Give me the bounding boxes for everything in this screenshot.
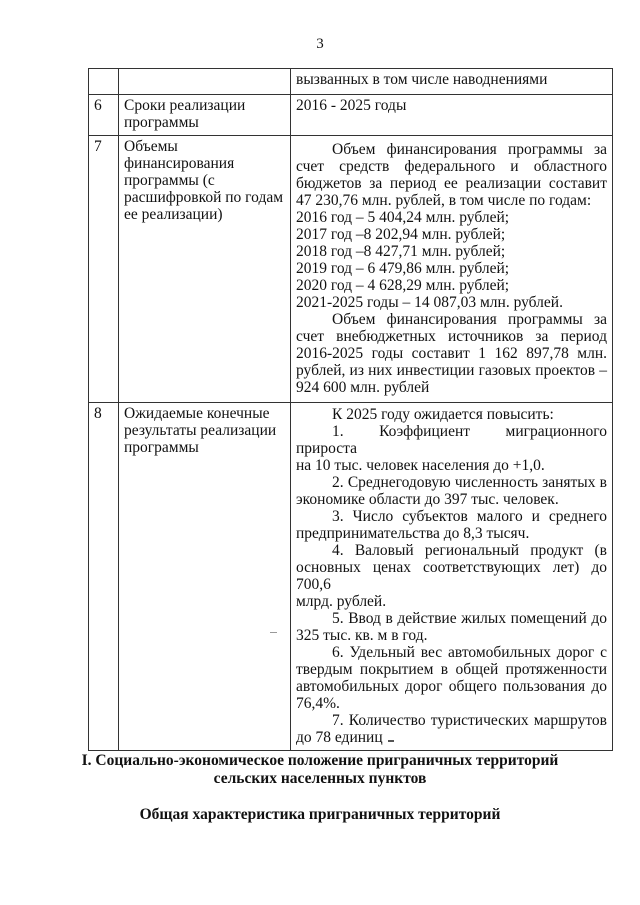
result-item-line: основных ценах соответствующих лет) до 700,6: [296, 559, 607, 593]
result-item-line: 4. Валовый региональный продукт (в: [332, 542, 607, 559]
result-item-line: предпринимательства до 8,3 тысяч.: [296, 525, 530, 542]
value-line: 2016 - 2025 годы: [296, 97, 407, 114]
result-item-line: 2. Среднегодовую численность занятых в: [332, 474, 607, 491]
scan-mark: [270, 632, 277, 633]
financing-year-line: 2017 год –8 202,94 млн. рублей;: [296, 226, 506, 243]
extrabudget-text-line: 924 600 млн. рублей: [296, 379, 430, 396]
financing-year-line: 2018 год –8 427,71 млн. рублей;: [296, 243, 506, 260]
result-item-line: 6. Удельный вес автомобильных дорог с: [332, 644, 607, 661]
table-row-continuation: [89, 69, 613, 95]
scan-mark: [388, 740, 394, 742]
extrabudget-text-line: счет внебюджетных источников за период: [296, 328, 607, 345]
result-item-line: 76,4%.: [296, 695, 340, 712]
financing-text-line: Объем финансирования программы за: [332, 141, 607, 158]
row-number: 6: [89, 95, 119, 136]
financing-year-line: 2020 год – 4 628,29 млн. рублей;: [296, 277, 510, 294]
label-line: расшифровкой по годам: [124, 189, 284, 206]
label-line: программы: [124, 439, 199, 456]
section-heading: [0, 752, 640, 788]
section-heading-line: I. Социально-экономическое положение приграничных территорий: [81, 752, 559, 769]
financing-text-line: счет средств федерального и областного: [296, 158, 607, 175]
row-label: [119, 403, 291, 751]
label-line: ее реализации): [124, 206, 223, 223]
row-number: [89, 69, 119, 95]
financing-year-line: 2016 год – 5 404,24 млн. рублей;: [296, 209, 510, 226]
table-row-7: [89, 136, 613, 403]
label-line: Сроки реализации: [124, 97, 246, 114]
result-item-line: 3. Число субъектов малого и среднего: [332, 508, 607, 525]
extrabudget-text-line: Объем финансирования программы за: [332, 311, 607, 328]
result-item-line: автомобильных дорог общего пользования до: [296, 678, 607, 695]
label-line: Ожидаемые конечные: [124, 405, 270, 422]
result-item-line: 7. Количество туристических маршрутов: [332, 712, 607, 729]
row-label: [119, 69, 291, 95]
extrabudget-text-line: 2016-2025 годы составит 1 162 897,78 млн.: [296, 345, 607, 362]
label-line: результаты реализации: [124, 422, 277, 439]
financing-year-line: 2019 год – 6 479,86 млн. рублей;: [296, 260, 510, 277]
result-item-line: до 78 единиц: [296, 729, 383, 746]
result-item-line: млрд. рублей.: [296, 593, 387, 610]
result-item-line: 5. Ввод в действие жилых помещений до: [332, 610, 607, 627]
value-line: вызванных в том числе наводнениями: [296, 71, 548, 88]
extrabudget-text-line: рублей, из них инвестиции газовых проектов –: [296, 362, 607, 379]
financing-text-line: бюджетов за период ее реализации составит: [296, 175, 607, 192]
row-value: [291, 136, 613, 403]
row-label: [119, 136, 291, 403]
financing-text-line: 47 230,76 млн. рублей, в том числе по годам:: [296, 192, 592, 209]
results-intro: К 2025 году ожидается повысить:: [332, 406, 554, 423]
result-item-line: твердым покрытием в общей протяженности: [296, 661, 607, 678]
label-line: программы: [124, 114, 199, 131]
table-row-8: [89, 403, 613, 751]
table-row-6: [89, 95, 613, 136]
section-heading-line: сельских населенных пунктов: [213, 770, 427, 787]
row-value: [291, 95, 613, 136]
subsection-heading: Общая характеристика приграничных территорий: [139, 806, 501, 823]
financing-year-line: 2021-2025 годы – 14 087,03 млн. рублей.: [296, 294, 563, 311]
page-number: 3: [316, 36, 324, 52]
row-number: 8: [89, 403, 119, 751]
row-number: 7: [89, 136, 119, 403]
label-line: Объемы финансирования: [124, 138, 235, 172]
row-label: [119, 95, 291, 136]
result-item-line: 325 тыс. кв. м в год.: [296, 627, 428, 644]
row-value: [291, 69, 613, 95]
result-item-line: экономике области до 397 тыс. человек.: [296, 491, 559, 508]
label-line: программы (с: [124, 172, 215, 189]
result-item-line: на 10 тыс. человек населения до +1,0.: [296, 457, 545, 474]
program-passport-table: [88, 68, 613, 751]
result-item-line: 1. Коэффициент миграционного прироста: [296, 423, 607, 457]
row-value: [291, 403, 613, 751]
